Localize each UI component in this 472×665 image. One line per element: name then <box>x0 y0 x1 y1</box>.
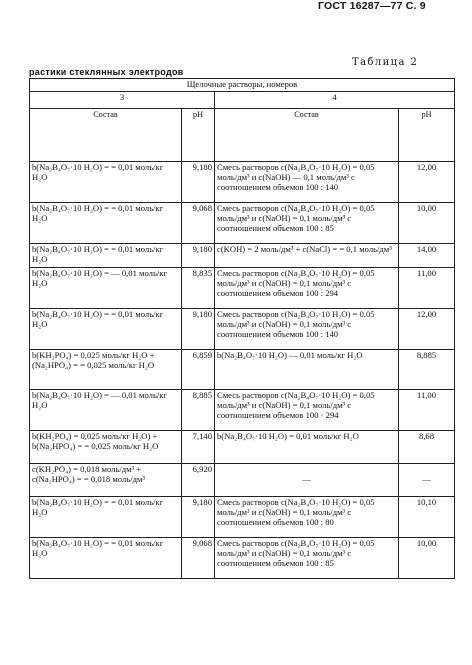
col-number-4: 4 <box>215 92 455 109</box>
table-row <box>30 497 455 538</box>
ph-value-4: 8,885 <box>399 350 455 390</box>
composition-3: b(Na₂B₄O₇·10 H₂O) = = 0,01 моль/кг H₂O <box>30 309 182 350</box>
composition-3: b(Na₂B₄O₇·10 H₂O) = = 0,01 моль/кг H₂O <box>30 244 182 268</box>
ph-value-3: 7,140 <box>182 431 215 464</box>
table-row <box>30 162 455 203</box>
composition-4: — <box>215 464 399 497</box>
buffer-solutions-table <box>29 78 455 579</box>
table-label: Таблица 2 <box>352 57 419 68</box>
table-row <box>30 464 455 497</box>
table-row <box>30 268 455 309</box>
table-row <box>30 203 455 244</box>
composition-3: b(Na₂B₄O₇·10 H₂O) = = 0,01 моль/кг H₂O <box>30 162 182 203</box>
ph-value-3: 6,859 <box>182 350 215 390</box>
ph-value-4: 10,00 <box>399 203 455 244</box>
ph-value-4: 12,00 <box>399 309 455 350</box>
ph-value-3: 8,885 <box>182 390 215 431</box>
composition-4: Смесь растворов c(Na₂B₄O₇·10 H₂O) = 0,05 моль/дм³ и c(NaOH) = 0,1 моль/дм³ с соотношением объемов 100 : 85 <box>215 203 399 244</box>
ph-value-3: 9,180 <box>182 497 215 538</box>
ph-value-3: 9,180 <box>182 244 215 268</box>
ph-value-3: 9,068 <box>182 203 215 244</box>
composition-4: b(Na₂B₄O₇·10 H₂O) — 0,01 моль/кг H₂O <box>215 350 399 390</box>
composition-4: b(Na₂B₄O₇·10 H₂O) = 0,01 моль/кг H₂O <box>215 431 399 464</box>
table-body <box>30 162 455 579</box>
section-title: растики стеклянных электродов <box>29 67 184 77</box>
table-row <box>30 350 455 390</box>
col-header-ph-4: pH <box>399 109 455 162</box>
ph-value-4: 12,00 <box>399 162 455 203</box>
ph-value-4: — <box>399 464 455 497</box>
ph-value-3: 8,835 <box>182 268 215 309</box>
col-number-3: 3 <box>30 92 215 109</box>
table-row <box>30 390 455 431</box>
col-header-composition-4: Состав <box>215 109 399 162</box>
ph-value-4: 11,00 <box>399 268 455 309</box>
col-header-ph-3: pH <box>182 109 215 162</box>
composition-3: b(KH₂PO₄) = 0,025 моль/кг H₂O + (Na₂HPO₄) = = 0,025 моль/кг H₂O <box>30 350 182 390</box>
composition-3: b(Na₂B₄O₇·10 H₂O) = = 0,01 моль/кг H₂O <box>30 497 182 538</box>
composition-4: Смесь растворов c(Na₂B₄O₇·10 H₂O) = 0,05 моль/дм³ и c(NaOH) — 0,1 моль/дм³ с соотношением объемов 100 : 140 <box>215 162 399 203</box>
composition-4: Смесь растворов c(Na₂B₄O₇·10 H₂O) = 0,05 моль/дм³ и c(NaOH) = 0,1 моль/дм³ с соотношением объемов 100 · 294 <box>215 390 399 431</box>
ph-value-3: 9,180 <box>182 162 215 203</box>
composition-3: c(KH₂PO₄) = 0,018 моль/дм³ + c(Na₂HPO₄) = = 0,018 моль/дм³ <box>30 464 182 497</box>
composition-4: Смесь растворов c(Na₂B₄O₇·10 H₂O) = 0,05 моль/дм³ и c(NaOH) = 0,1 моль/дм³ с соотношением объемов 100 : 80 <box>215 497 399 538</box>
ph-value-4: 10,00 <box>399 538 455 579</box>
table-row <box>30 431 455 464</box>
ph-value-3: 6,920 <box>182 464 215 497</box>
table-row <box>30 538 455 579</box>
composition-4: Смесь растворов c(Na₂B₄O₇·10 H₂O) = 0,05 моль/дм³ и c(NaOH) = 0,1 моль/дм³ с соотношением объемов 100 : 85 <box>215 538 399 579</box>
composition-3: b(Na₂B₄O₇·10 H₂O) = = 0,01 моль/кг H₂O <box>30 203 182 244</box>
table-row <box>30 309 455 350</box>
ph-value-3: 9,068 <box>182 538 215 579</box>
col-header-composition-3: Состав <box>30 109 182 162</box>
composition-3: b(Na₂B₄O₇·10 H₂O) = = 0,01 моль/кг H₂O <box>30 538 182 579</box>
composition-4: Смесь растворов c(Na₂B₄O₇·10 H₂O) = 0,05 моль/дм³ и c(NaOH) = 0,1 моль/дм³ с соотношением объемов 100 : 294 <box>215 268 399 309</box>
composition-3: b(Na₂B₄O₇·10 H₂O) = — 0,01 моль/кг H₂O <box>30 268 182 309</box>
ph-value-4: 8,68 <box>399 431 455 464</box>
composition-4: Смесь растворов c(Na₂B₄O₇·10 H₂O) = 0,05 моль/дм³ и c(NaOH) = 0,1 моль/дм³ с соотношением объемов 100 : 140 <box>215 309 399 350</box>
composition-3: b(KH₂PO₄) = 0,025 моль/кг H₂O) + b(Na₂HPO₄) = = 0,025 моль/кг H₂O <box>30 431 182 464</box>
ph-value-4: 14,00 <box>399 244 455 268</box>
composition-4: c(KOH) = 2 моль/дм³ + c(NaCl) = = 0,1 моль/дм³ <box>215 244 399 268</box>
group-header: Щелочные растворы, номеров <box>30 79 455 92</box>
table-row <box>30 244 455 268</box>
ph-value-3: 9,180 <box>182 309 215 350</box>
ph-value-4: 11,00 <box>399 390 455 431</box>
composition-3: b(Na₂B₄O₇·10 H₂O) = — 0,01 моль/кг H₂O <box>30 390 182 431</box>
ph-value-4: 10,10 <box>399 497 455 538</box>
standard-code: ГОСТ 16287—77 С. 9 <box>318 0 426 12</box>
